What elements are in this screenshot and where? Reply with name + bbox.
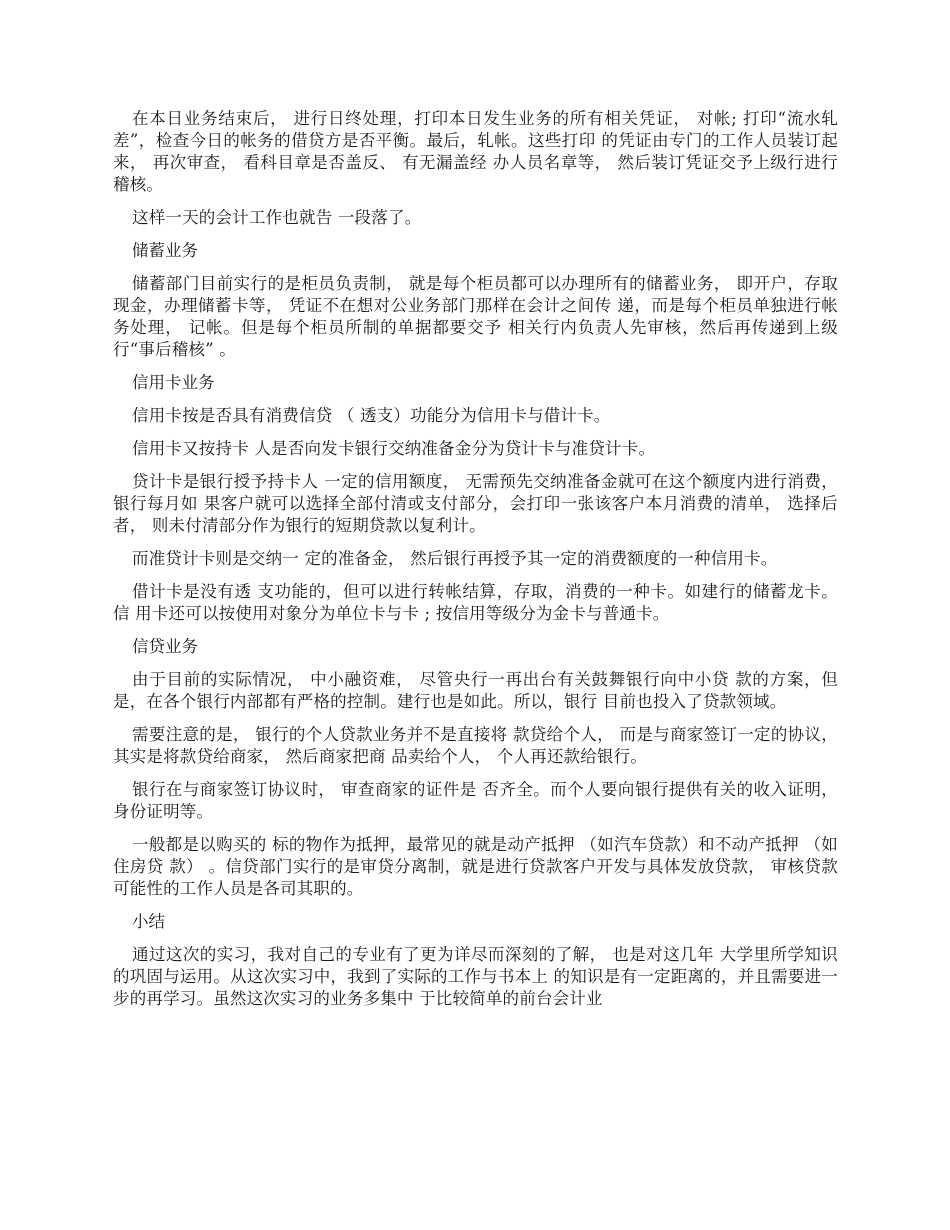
heading-credit-card-business: 信用卡业务 (132, 373, 215, 392)
paragraph-credit-card-reserve: 信用卡又按持卡 人是否向发卡银行交纳准备金分为贷计卡与准贷计卡。 (132, 439, 656, 458)
paragraph-summary: 通过这次的实习，我对自己的专业有了更为详尽而深刻的了解， 也是对这几年 大学里所学知识的巩固与运用。从这次实习中，我到了实际的工作与书本上 的知识是有一定距离的，并且需要进一步的再学习。虽然这次实习的业务多集中 于比较简单的前台会计业 (113, 945, 838, 1008)
paragraph-day-end-processing: 在本日业务结束后， 进行日终处理，打印本日发生业务的所有相关凭证， 对帐; 打印“流水轧差”，检查今日的帐务的借贷方是否平衡。最后，轧帐。这些打印 的凭证由专门的工作人员装订起来， 再次审查， 看科目章是否盖反、 有无漏盖经 办人员名章等， 然后装订凭证交予上级行进行稽核。 (113, 109, 838, 194)
document-page (113, 108, 838, 1021)
heading-savings-business: 储蓄业务 (132, 241, 198, 260)
paragraph-day-conclusion: 这样一天的会计工作也就告 一段落了。 (132, 208, 422, 227)
paragraph-credit-card-definition: 贷计卡是银行授予持卡人 一定的信用额度， 无需预先交纳准备金就可在这个额度内进行消费， 银行每月如 果客户就可以选择全部付清或支付部分，会打印一张该客户本月消费的清单， 选择后者， 则未付清部分作为银行的短期贷款以复利计。 (113, 472, 838, 535)
paragraph-collateral: 一般都是以购买的 标的物作为抵押，最常见的就是动产抵押 （如汽车贷款）和不动产抵押 （如住房贷 款） 。信贷部门实行的是审贷分离制，就是进行贷款客户开发与具体发放贷款， 审核贷款可能性的工作人员是各司其职的。 (113, 835, 838, 898)
paragraph-credit-card-types: 信用卡按是否具有消费信贷 （ 透支）功能分为信用卡与借计卡。 (132, 406, 611, 425)
paragraph-quasi-credit-card: 而准贷计卡则是交纳一 定的准备金， 然后银行再授予其一定的消费额度的一种信用卡。 (132, 549, 778, 568)
heading-loan-business: 信贷业务 (132, 637, 198, 656)
paragraph-personal-loans: 需要注意的是， 银行的个人贷款业务并不是直接将 款贷给个人， 而是与商家签订一定的协议， 其实是将款贷给商家， 然后商家把商 品卖给个人， 个人再还款给银行。 (113, 725, 838, 766)
paragraph-loan-situation: 由于目前的实际情况， 中小融资难， 尽管央行一再出台有关鼓舞银行向中小贷 款的方案，但是，在各个银行内部都有严格的控制。建行也是如此。所以，银行 目前也投入了贷款领域。 (113, 670, 838, 711)
paragraph-debit-card: 借计卡是没有透 支功能的，但可以进行转帐结算，存取，消费的一种卡。如建行的储蓄龙卡。信 用卡还可以按使用对象分为单位卡与卡 ; 按信用等级分为金卡与普通卡。 (113, 582, 838, 623)
heading-summary: 小结 (132, 912, 165, 931)
paragraph-merchant-agreement: 银行在与商家签订协议时， 审查商家的证件是 否齐全。而个人要向银行提供有关的收入证明， 身份证明等。 (113, 780, 838, 821)
paragraph-savings-teller-system: 储蓄部门目前实行的是柜员负责制， 就是每个柜员都可以办理所有的储蓄业务， 即开户，存取现金，办理储蓄卡等， 凭证不在想对公业务部门那样在会计之间传 递，而是每个柜员单独进行帐务处理， 记帐。但是每个柜员所制的单据都要交予 相关行内负责人先审核，然后再传递到上级行“事后稽核” 。 (113, 274, 838, 359)
